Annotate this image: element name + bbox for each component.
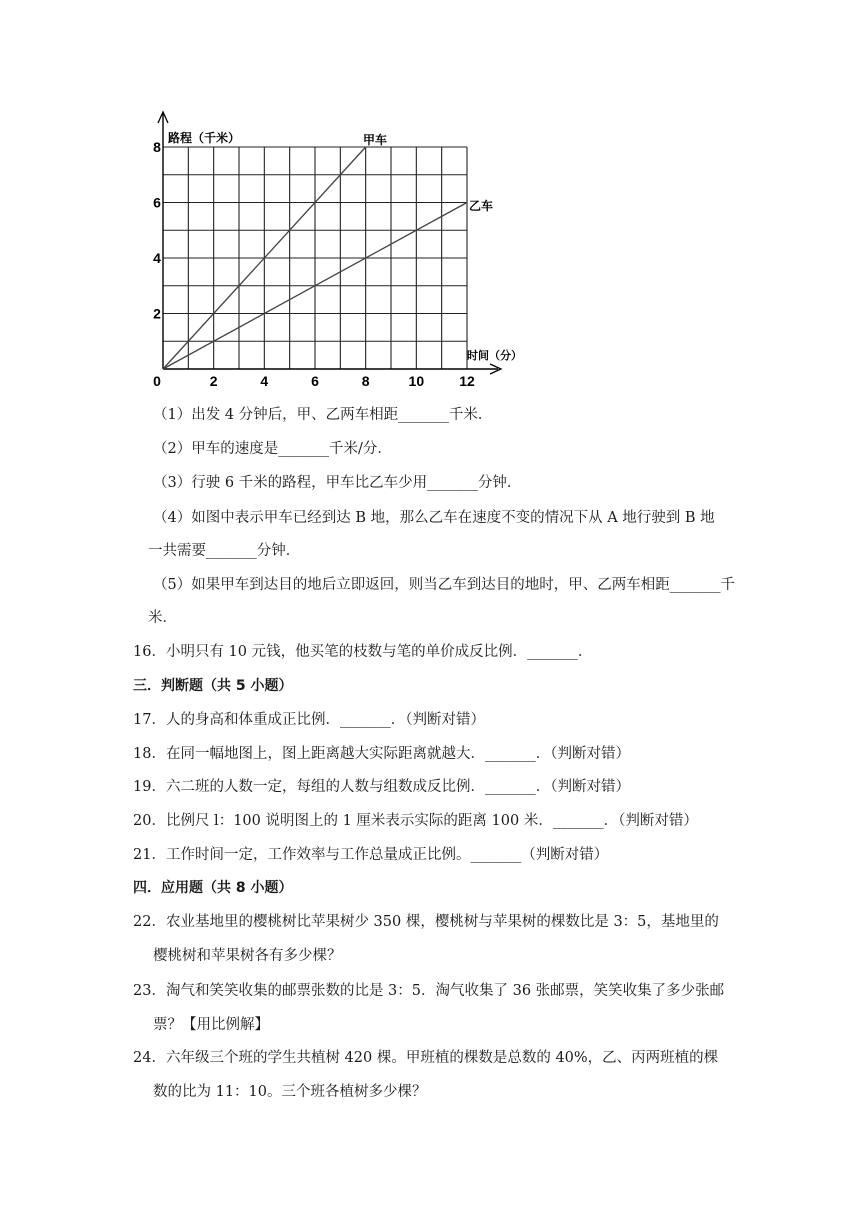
question-20: 20．比例尺 l：100 说明图上的 1 厘米表示实际的距离 100 米．_______．（判断对错）: [133, 813, 698, 829]
question-23: 23．淘气和笑笑收集的邮票张数的比是 3：5．淘气收集了 36 张邮票，笑笑收集了多少张邮: [133, 983, 725, 999]
y-tick-label: 4: [153, 250, 161, 266]
question-18: 18．在同一幅地图上，图上距离越大实际距离就越大．_______．（判断对错）: [133, 746, 630, 762]
series-label-jia: 甲车: [363, 133, 388, 147]
question-24: 24．六年级三个班的学生共植树 420 棵。甲班植的棵数是总数的 40%，乙、丙两班植的棵: [133, 1050, 719, 1066]
question-16: 16．小明只有 10 元钱，他买笔的枝数与笔的单价成反比例．_______．: [133, 644, 593, 660]
question-24-continued: 数的比为 11：10。三个班各植树多少棵？: [153, 1084, 427, 1100]
x-axis-label: 时间（分）: [467, 350, 522, 362]
series-label-yi: 乙车: [469, 199, 494, 213]
x-tick-label: 2: [209, 373, 218, 389]
question-22: 22．农业基地里的樱桃树比苹果树少 350 棵，樱桃树与苹果树的棵数比是 3：5，基地里的: [133, 914, 719, 930]
distance-time-chart: [142, 108, 538, 398]
question-15-part-5-continued: 米．: [148, 610, 177, 626]
x-tick-label: 4: [260, 373, 269, 389]
question-23-continued: 票？【用比例解】: [153, 1017, 269, 1033]
question-15-part-3: （3）行驶 6 千米的路程，甲车比乙车少用_______分钟．: [153, 475, 522, 491]
question-17: 17．人的身高和体重成正比例．_______．（判断对错）: [133, 712, 485, 728]
x-tick-label: 0: [153, 373, 161, 389]
y-tick-label: 6: [153, 194, 161, 211]
x-tick-label: 6: [311, 373, 319, 389]
section-3-heading: 三．判断题（共 5 小题）: [133, 678, 293, 694]
question-15-part-4: （4）如图中表示甲车已经到达 B 地，那么乙车在速度不变的情况下从 A 地行驶到 B 地: [153, 510, 715, 526]
question-21: 21．工作时间一定，工作效率与工作总量成正比例。_______（判断对错）: [133, 847, 609, 863]
x-tick-label: 8: [361, 373, 370, 389]
y-tick-label: 2: [153, 305, 161, 322]
y-axis-label: 路程（千米）: [168, 131, 241, 145]
question-15-part-2: （2）甲车的速度是_______千米/分．: [153, 441, 392, 457]
question-22-continued: 樱桃树和苹果树各有多少棵？: [153, 948, 342, 964]
section-4-heading: 四．应用题（共 8 小题）: [133, 880, 293, 896]
question-15-part-4-continued: 一共需要_______分钟．: [148, 543, 301, 559]
question-19: 19．六二班的人数一定，每组的人数与组数成反比例．_______．（判断对错）: [133, 779, 630, 795]
chart-grid: [163, 147, 467, 369]
x-tick-label: 10: [408, 373, 425, 389]
chart-axes: [158, 112, 501, 374]
y-tick-label: 8: [153, 139, 161, 155]
question-15-part-5: （5）如果甲车到达目的地后立即返回，则当乙车到达目的地时，甲、乙两车相距_______千: [153, 577, 735, 593]
x-tick-label: 12: [459, 373, 475, 389]
question-15-part-1: （1）出发 4 分钟后，甲、乙两车相距_______千米．: [153, 407, 493, 423]
